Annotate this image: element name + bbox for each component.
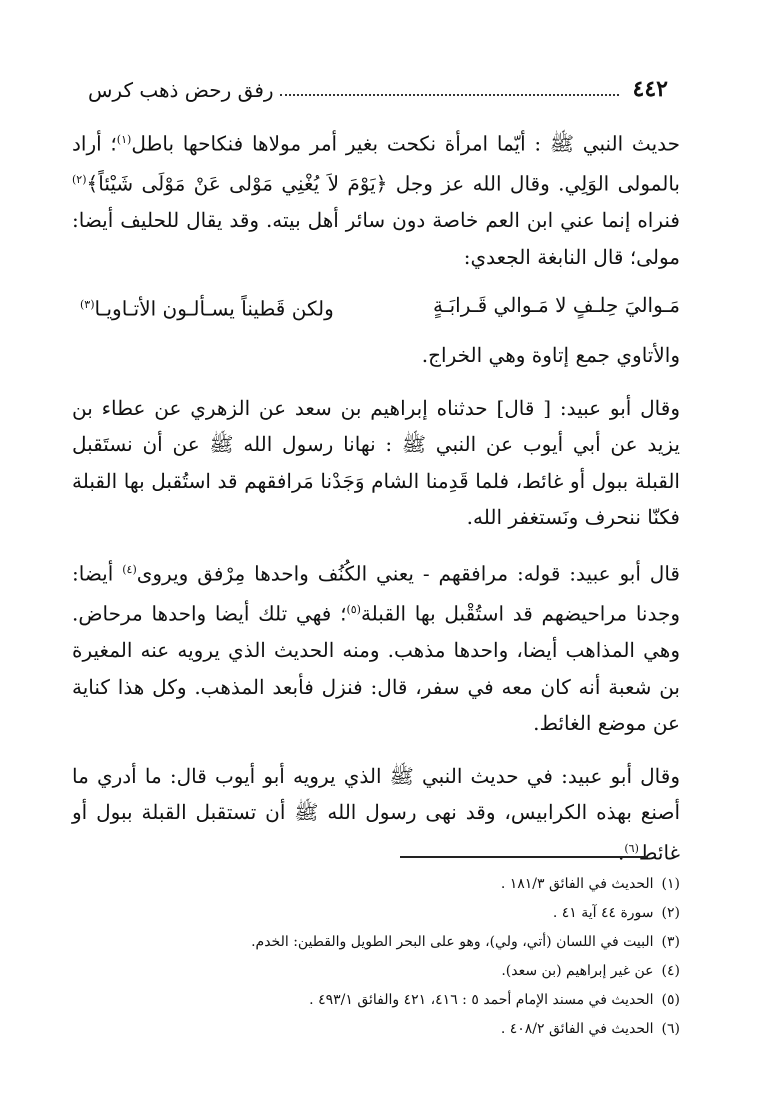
poetry-verse xyxy=(72,287,680,327)
footnote-text: سورة ٤٤ آية ٤١ . xyxy=(552,905,654,921)
verse-second-hemistich xyxy=(72,287,334,327)
paragraph-1-quran-line: بالمولى الوَلِي. وقال الله عز وجل ﴿يَوْمَ لاَ يُغْنِي مَوْلى عَنْ مَوْلَى شَيْئاً﴾ xyxy=(86,171,680,196)
verse-second-hemistich-text: ولكن قَطيناً يسـألـون الأتـاويـا xyxy=(94,296,334,321)
running-title: رفق رحض ذهب كرس xyxy=(88,78,274,102)
paragraph-4 xyxy=(72,552,680,742)
footnote-1 xyxy=(120,870,680,899)
main-text xyxy=(72,122,680,871)
footnote-6 xyxy=(120,1015,680,1044)
footnote-text: الحديث في الفائق ١٨١/٣ . xyxy=(500,876,654,892)
footnote-number: (١) xyxy=(661,876,680,892)
paragraph-3: وقال أبو عبيد: [ قال] حدثناه إبراهيم بن سعد عن الزهري عن عطاء بن يزيد عن أبي أيوب عن النبي ﷺ : نهانا رسول الله ﷺ عن أن نستَقبل القبلة ببول أو غائط، فلما قَدِمنا الشام وَجَدْنا مَرافقهم قد استُقبل بها القبلة فكنّا ننحرف ونَستغفر الله. xyxy=(72,395,680,530)
footnote-separator xyxy=(400,856,648,858)
footnote-number: (٦) xyxy=(661,1021,680,1037)
paragraph-4-part-a: قال أبو عبيد: قوله: مرافقهم - يعني الكُنُف واحدها مِرْفق ويروى xyxy=(136,561,680,586)
paragraph-1-line-1-end: ؛ أراد xyxy=(72,131,117,156)
paragraph-5 xyxy=(72,758,680,871)
footnote-ref-5: (٥) xyxy=(346,603,361,617)
footnote-2 xyxy=(120,899,680,928)
footnote-number: (٢) xyxy=(661,905,680,921)
paragraph-1-rest: فنراه إنما عني ابن العم خاصة دون سائر أهل بيته. وقد يقال للحليف أيضا: مولى؛ قال النابغة الجعدي: xyxy=(72,208,680,269)
footnote-number: (٣) xyxy=(661,934,680,950)
paragraph-2: والأتاوي جمع إتاوة وهي الخراج. xyxy=(421,343,680,368)
footnote-ref-2: (٢) xyxy=(72,173,87,187)
footnote-4 xyxy=(120,957,680,986)
footnote-ref-4: (٤) xyxy=(122,562,137,576)
footnote-text: الحديث في مسند الإمام أحمد ٥ : ٤١٦، ٤٢١ والفائق ٤٩٣/١ . xyxy=(309,992,654,1008)
paragraph-5-end: . xyxy=(618,840,625,865)
page-number: ٤٤٢ xyxy=(632,76,668,102)
footnotes xyxy=(120,870,680,1044)
footnote-text: الحديث في الفائق ٤٠٨/٢ . xyxy=(500,1021,654,1037)
paragraph-4-part-b: أيضا: وجدنا مراحيضهم قد استُقْبل بها القبلة xyxy=(72,561,681,626)
verse-first-hemistich: مَـواليَ حِلـفٍ لا مَـوالي قَـرابَـةٍ xyxy=(433,293,680,318)
footnote-3 xyxy=(120,928,680,957)
footnote-text: البيت في اللسان (أتي، ولي)، وهو على البحر الطويل والقطين: الخدم. xyxy=(251,934,654,950)
footnote-number: (٥) xyxy=(661,992,680,1008)
footnote-text: عن غير إبراهيم (بن سعد). xyxy=(501,963,654,979)
footnote-ref-3: (٣) xyxy=(80,298,95,312)
paragraph-1 xyxy=(72,122,680,275)
footnote-number: (٤) xyxy=(661,963,680,979)
paragraph-5-text: وقال أبو عبيد: في حديث النبي ﷺ الذي يرويه أبو أيوب قال: ما أدري ما أصنع بهذه الكرابيس، وقد نهى رسول الله ﷺ أن تستقبل القبلة ببول أو غائط xyxy=(72,763,680,865)
footnote-ref-1: (١) xyxy=(116,133,132,146)
paragraph-1-line-1: حديث النبي ﷺ : أيّما امرأة نكحت بغير أمر مولاها فنكاحها باطل xyxy=(131,131,680,156)
header-leader-dots xyxy=(280,94,619,96)
page-header xyxy=(88,72,668,102)
footnote-5 xyxy=(120,986,680,1015)
paragraph-4-part-c: ؛ فهي تلك أيضا واحدها مرحاض. وهي المذاهب أيضا، واحدها مذهب. ومنه الحديث الذي يرويه عنه المغيرة بن شعبة أنه كان معه في سفر، قال: فنزل فأبعد المذهب. وكل هذا كناية عن موضع الغائط. xyxy=(72,601,680,736)
footnote-ref-6: (٦) xyxy=(624,841,639,855)
